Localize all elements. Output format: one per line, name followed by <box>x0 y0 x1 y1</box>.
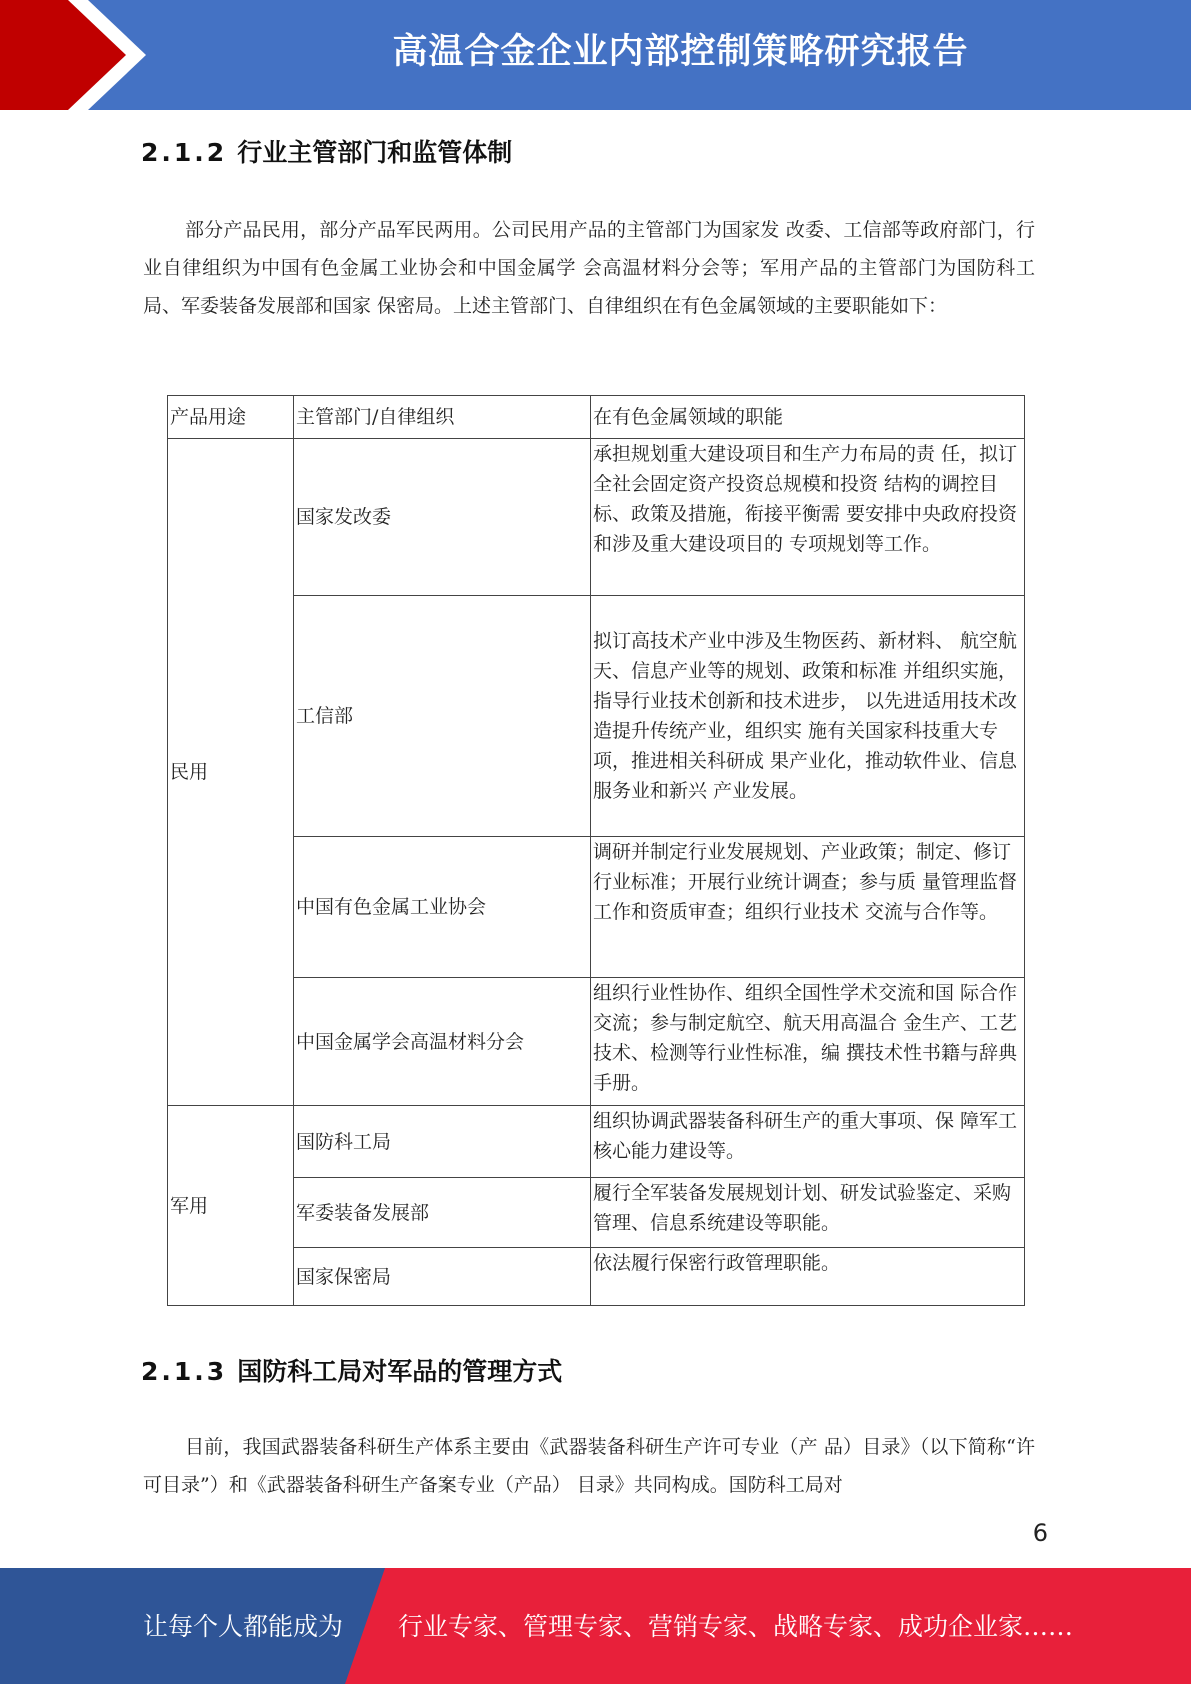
duty-cell: 组织协调武器装备科研生产的重大事项、保 障军工核心能力建设等。 <box>591 1106 1025 1178</box>
duty-cell: 组织行业性协作、组织全国性学术交流和国 际合作交流；参与制定航空、航天用高温合 金生产、工艺技术、检测等行业性标准，编 撰技术性书籍与辞典手册。 <box>591 978 1025 1106</box>
table-header-cell: 主管部门/自律组织 <box>294 396 591 439</box>
section-heading-2-1-2 <box>141 133 512 169</box>
footer-banner <box>0 1568 1191 1684</box>
table-row <box>168 978 1025 1106</box>
section-number: 2.1.3 <box>141 1357 228 1386</box>
section-title: 国防科工局对军品的管理方式 <box>237 1357 563 1386</box>
section-title: 行业主管部门和监管体制 <box>237 138 513 167</box>
org-cell: 国防科工局 <box>294 1106 591 1178</box>
org-cell: 中国金属学会高温材料分会 <box>294 978 591 1106</box>
header-arrow-decoration <box>0 0 200 110</box>
section-number: 2.1.2 <box>141 138 228 167</box>
org-cell: 军委装备发展部 <box>294 1178 591 1248</box>
table-header-cell: 在有色金属领域的职能 <box>591 396 1025 439</box>
duty-cell: 调研并制定行业发展规划、产业政策；制定、修订行业标准；开展行业统计调查；参与质 量管理监督工作和资质审查；组织行业技术 交流与合作等。 <box>591 837 1025 978</box>
regulatory-table <box>167 395 1025 1306</box>
section-heading-2-1-3 <box>141 1352 562 1388</box>
report-title: 高温合金企业内部控制策略研究报告 <box>392 32 969 72</box>
duty-cell: 拟订高技术产业中涉及生物医药、新材料、 航空航天、信息产业等的规划、政策和标准 并组织实施，指导行业技术创新和技术进步， 以先进适用技术改造提升传统产业，组织实 施有关国家科技重大专项，推进相关科研成 果产业化，推动软件业、信息服务业和新兴 产业发展。 <box>591 596 1025 837</box>
table-row <box>168 439 1025 596</box>
footer-slogan-right: 行业专家、管理专家、营销专家、战略专家、成功企业家…… <box>398 1612 1074 1641</box>
usage-cell: 军用 <box>168 1106 294 1306</box>
org-cell: 国家保密局 <box>294 1248 591 1306</box>
org-cell: 工信部 <box>294 596 591 837</box>
duty-cell: 依法履行保密行政管理职能。 <box>591 1248 1025 1306</box>
table-header-row <box>168 396 1025 439</box>
usage-cell: 民用 <box>168 439 294 1106</box>
table-row <box>168 1178 1025 1248</box>
table-row <box>168 1106 1025 1178</box>
org-cell: 国家发改委 <box>294 439 591 596</box>
duty-cell: 承担规划重大建设项目和生产力布局的责 任，拟订全社会固定资产投资总规模和投资 结构的调控目标、政策及措施，衔接平衡需 要安排中央政府投资和涉及重大建设项目的 专项规划等工作。 <box>591 439 1025 596</box>
intro-paragraph: 部分产品民用，部分产品军民两用。公司民用产品的主管部门为国家发 改委、工信部等政府部门，行业自律组织为中国有色金属工业协会和中国金属学 会高温材料分会等；军用产品的主管部门为国防科工局、军委装备发展部和国家 保密局。上述主管部门、自律组织在有色金属领域的主要职能如下： <box>143 219 1035 317</box>
header-banner <box>0 0 1191 110</box>
page-number: 6 <box>1032 1519 1048 1547</box>
table-row <box>168 837 1025 978</box>
footer-slogan-left: 让每个人都能成为 <box>143 1612 344 1641</box>
body-paragraph: 目前，我国武器装备科研生产体系主要由《武器装备科研生产许可专业（产 品）目录》（以下简称“许可目录”）和《武器装备科研生产备案专业（产品） 目录》共同构成。国防科工局对 <box>143 1436 1035 1496</box>
duty-cell: 履行全军装备发展规划计划、研发试验鉴定、采购管理、信息系统建设等职能。 <box>591 1178 1025 1248</box>
table-header-cell: 产品用途 <box>168 396 294 439</box>
org-cell: 中国有色金属工业协会 <box>294 837 591 978</box>
table-row <box>168 596 1025 837</box>
table-row <box>168 1248 1025 1306</box>
